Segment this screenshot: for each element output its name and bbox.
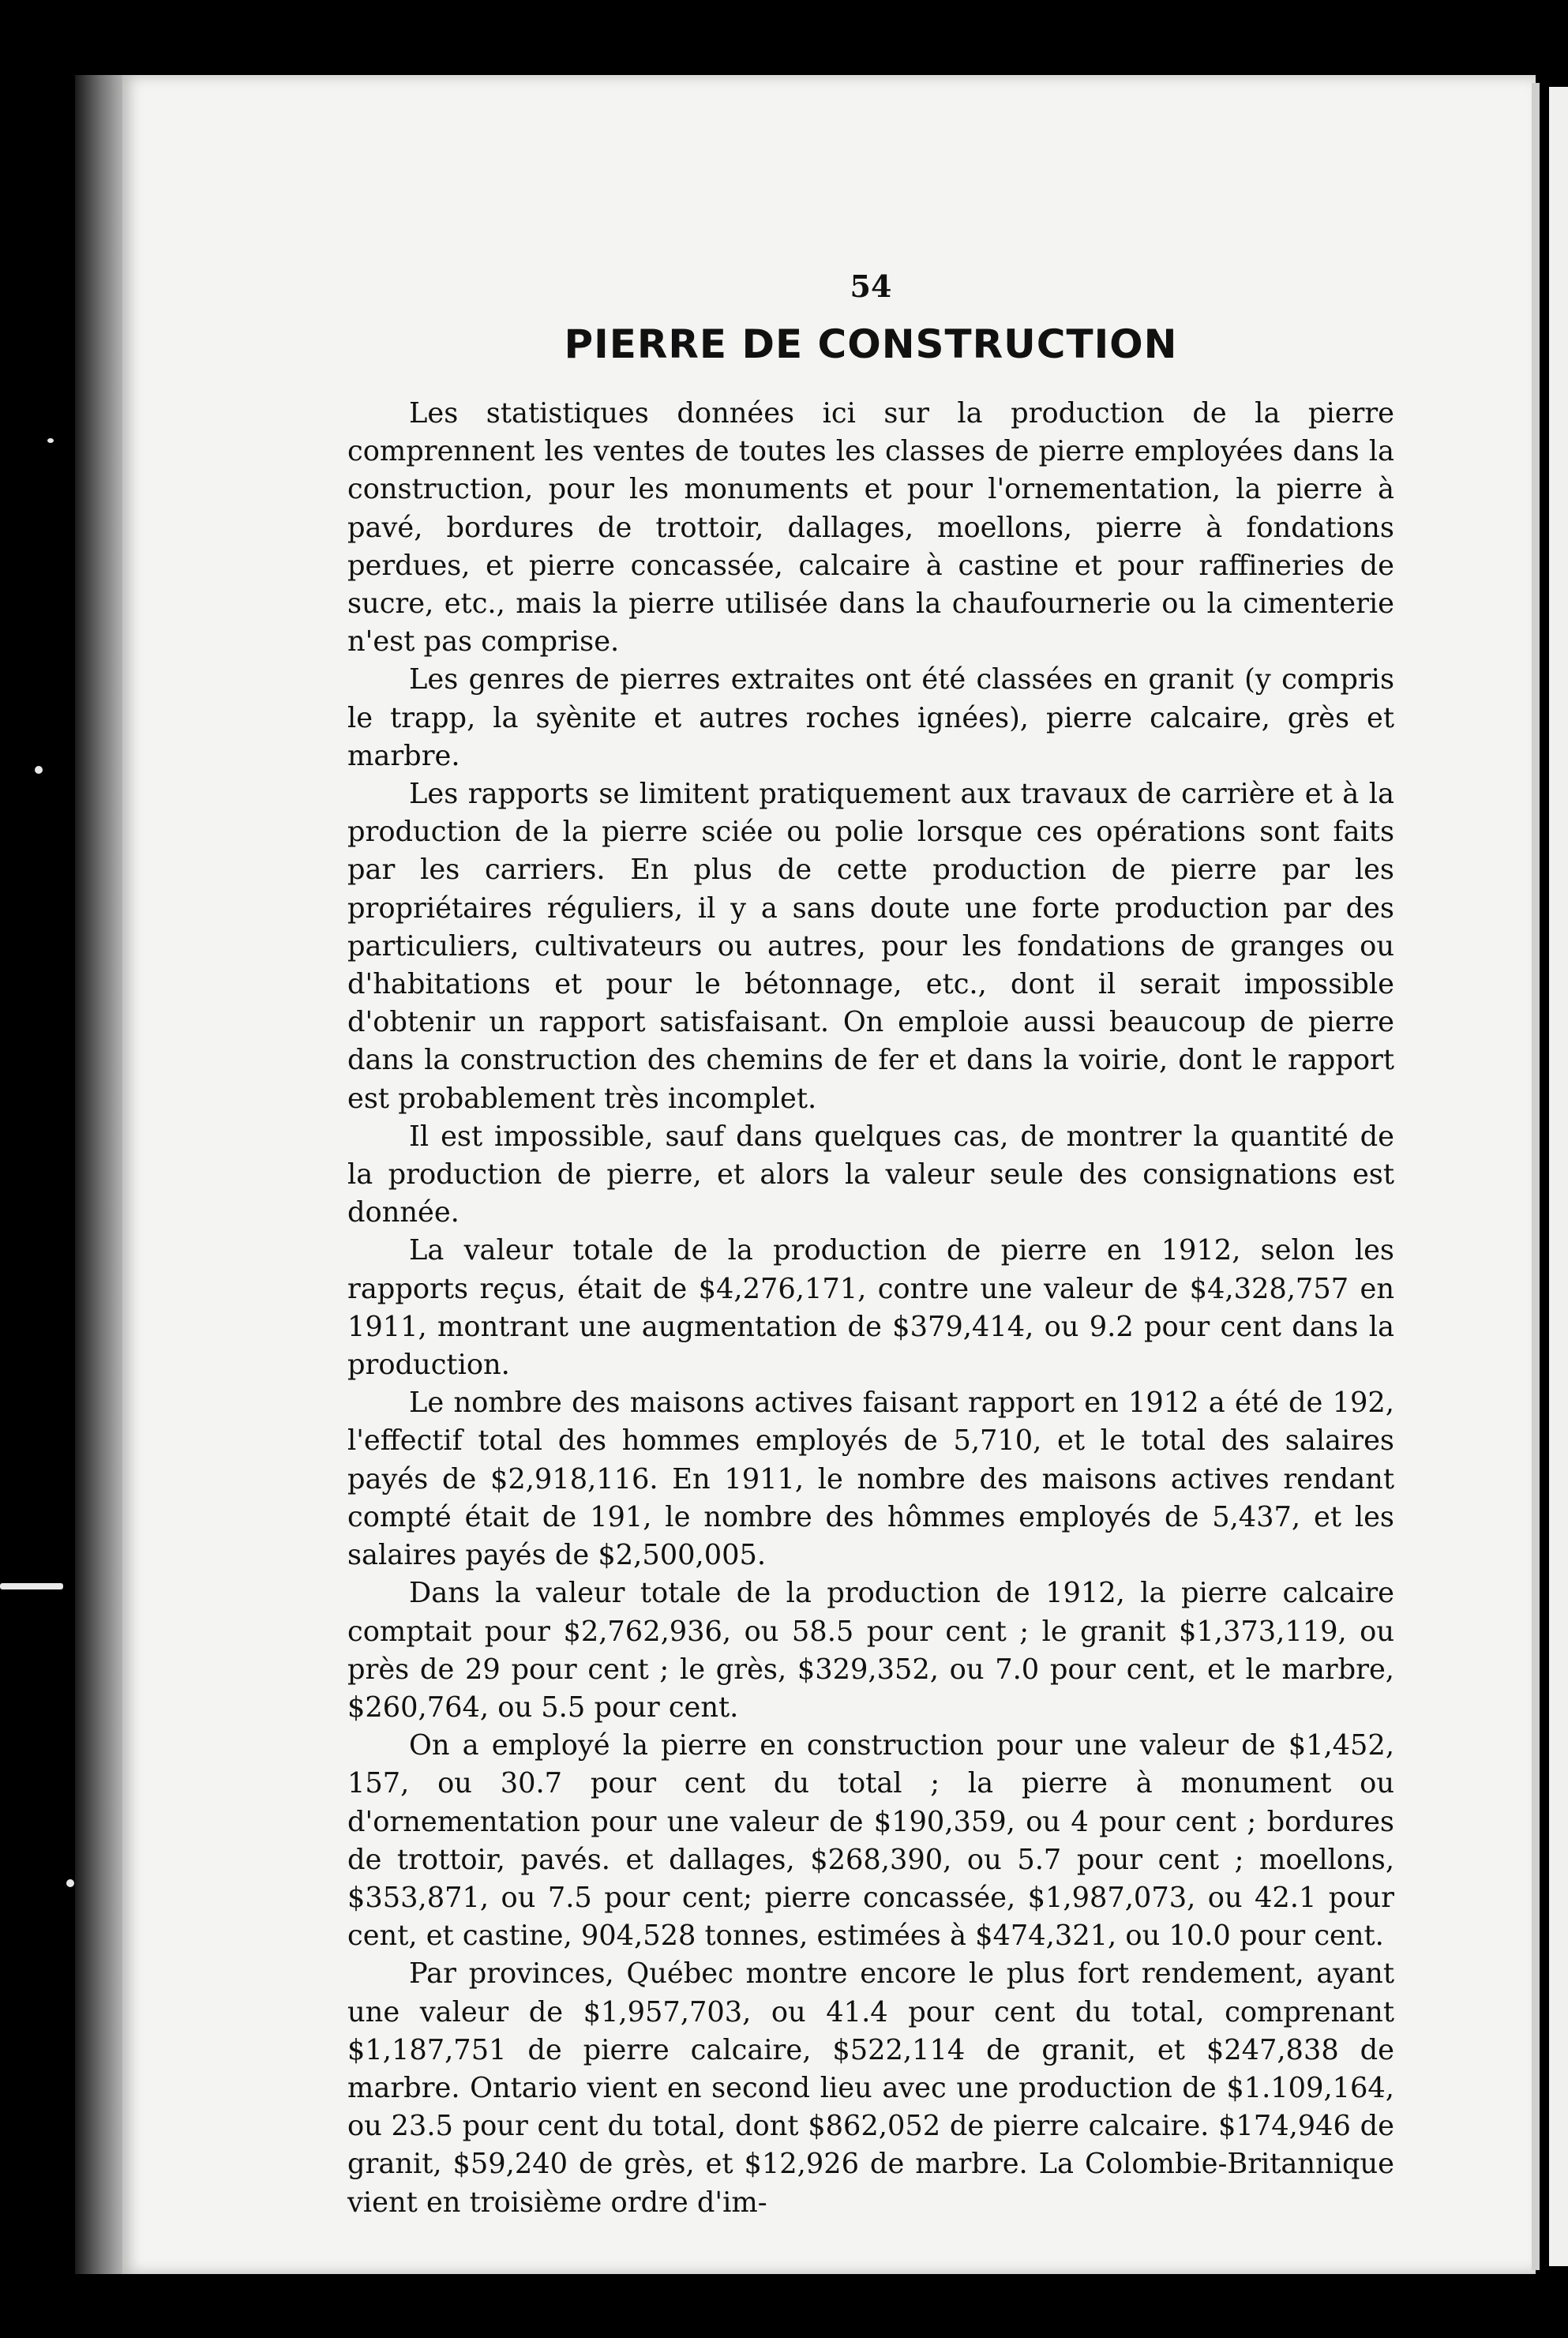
paragraph-employment: Le nombre des maisons actives faisant rapport en 1912 a été de 192, l'effectif total des hommes employés de 5,710, et le total des salaires payés de $2,918,116. En 1911, le nombre des maisons actives rendant compté était de 191, le nombre des hômmes employés de 5,437, et les salaires payés de $2,500,005. <box>347 1387 1394 1572</box>
paragraph-by-province: Par provinces, Québec montre encore le plus fort rendement, ayant une valeur de $1,957,703, ou 41.4 pour cent du total, comprenant $1,187,751 de pierre calcaire, $522,114 de granit, et $247,838 de marbre. Ontario vient en second lieu avec une production de $1.109,164, ou 23.5 pour cent du total, dont $862,052 de pierre calcaire. $174,946 de granit, $59,240 de grès, et $12,926 de marbre. La Colombie-Britannique vient en troisième ordre d'im- <box>347 1957 1394 2219</box>
margin-speck <box>0 1583 63 1589</box>
paragraph-stone-types: Les genres de pierres extraites ont été classées en granit (y compris le trapp, la syènite et autres roches ignées), pierre calcaire, grès et marbre. <box>347 663 1394 772</box>
paragraph-reports: Les rapports se limitent pratiquement aux travaux de carrière et à la production de la pierre sciée ou polie lorsque ces opérations sont faits par les carriers. En plus de cette production de pierre par les propriétaires réguliers, il y a sans doute une forte production par des particuliers, cultivateurs ou autres, pour les fondations de granges ou d'habitations et pour le bétonnage, etc., dont il serait impossible d'obtenir un rapport satisfaisant. On emploie aussi beaucoup de pierre dans la construction des chemins de fer et dans la voirie, dont le rapport est probablement très incomplet. <box>347 778 1394 1115</box>
margin-speck <box>66 1879 74 1887</box>
paragraph-quantity: Il est impossible, sauf dans quelques cas, de montrer la quantité de la production de pierre, et alors la valeur seule des consignations est donnée. <box>347 1120 1394 1229</box>
paragraph-by-kind: Dans la valeur totale de la production de 1912, la pierre calcaire comptait pour $2,762,936, ou 58.5 pour cent ; le granit $1,373,119, ou près de 29 pour cent ; le grès, $329,352, ou 7.0 pour cent, et le marbre, $260,764, ou 5.5 pour cent. <box>347 1577 1394 1724</box>
margin-speck <box>35 766 43 774</box>
page-number: 54 <box>850 268 892 304</box>
margin-speck <box>47 438 54 443</box>
page-content <box>347 268 1394 2222</box>
paragraph-total-value: La valeur totale de la production de pierre en 1912, selon les rapports reçus, était de $4,276,171, contre une valeur de $4,328,757 en 1911, montrant une augmentation de $379,414, ou 9.2 pour cent dans la production. <box>347 1234 1394 1382</box>
chapter-title: PIERRE DE CONSTRUCTION <box>564 321 1178 367</box>
paragraph-scope: Les statistiques données ici sur la production de la pierre comprennent les ventes de toutes les classes de pierre employées dans la construction, pour les monuments et pour l'ornementation, la pierre à pavé, bordures de trottoir, dallages, moellons, pierre à fondations perdues, et pierre concassée, calcaire à castine et pour raffineries de sucre, etc., mais la pierre utilisée dans la chaufournerie ou la cimenterie n'est pas comprise. <box>347 397 1394 659</box>
next-page-edge <box>1549 87 1568 2266</box>
page-right-edge <box>1532 83 1540 2270</box>
paragraph-by-use: On a employé la pierre en construction pour une valeur de $1,452, 157, ou 30.7 pour cent du total ; la pierre à monument ou d'ornementation pour une valeur de $190,359, ou 4 pour cent ; bordures de trottoir, pavés. et dallages, $268,390, ou 5.7 pour cent ; moellons, $353,871, ou 7.5 pour cent; pierre concassée, $1,987,073, ou 42.1 pour cent, et castine, 904,528 tonnes, estimées à $474,321, ou 10.0 pour cent. <box>347 1729 1394 1953</box>
